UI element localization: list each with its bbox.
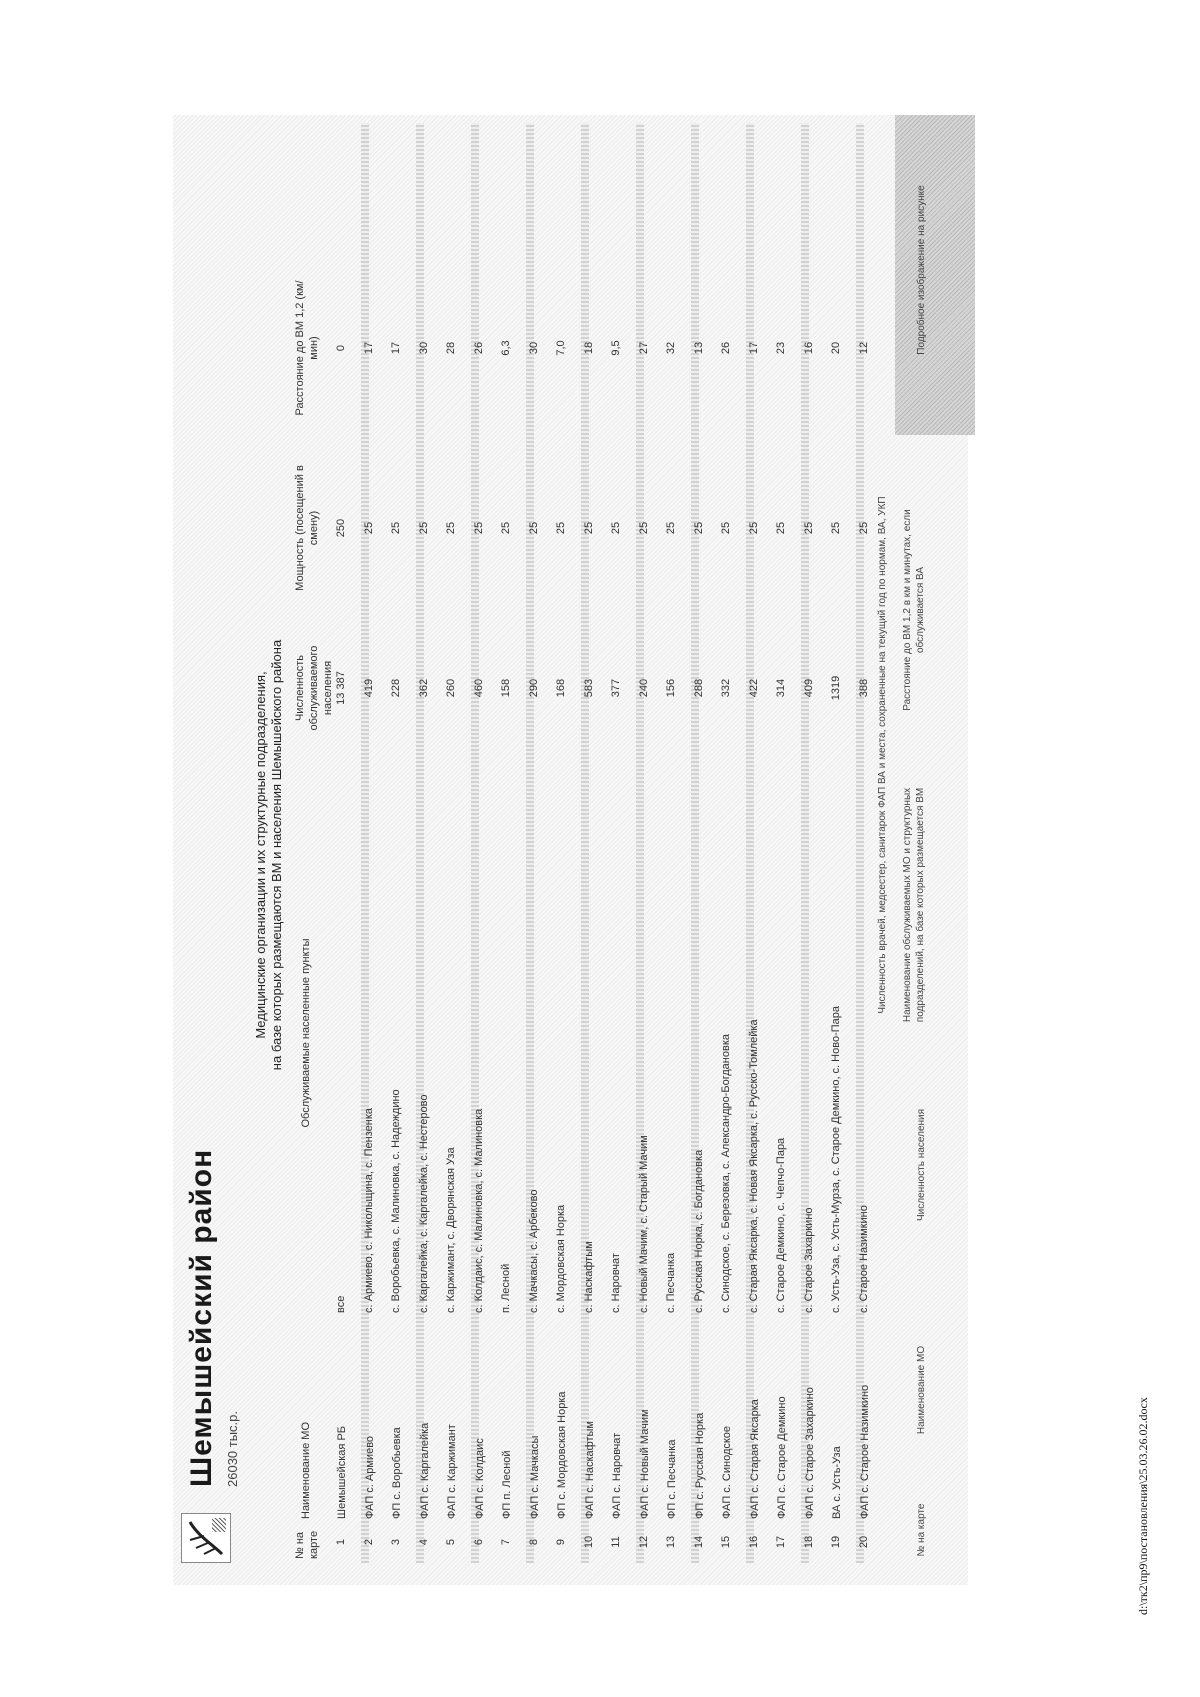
row-power: 25 [857,521,870,535]
table-row [610,123,638,1563]
map-legend [895,115,965,1585]
row-power: 25 [472,521,485,535]
row-mo-name: ФАП с. Наровчат [611,1432,623,1519]
legend-label-detail: Подробное изображение на рисунке [916,185,927,355]
row-distance: 30 [527,341,540,355]
row-population: 240 [637,678,650,698]
row-population: 290 [527,678,540,698]
row-number: 17 [775,1535,787,1549]
row-distance: 17 [747,341,760,355]
row-mo-name: ФП п. Лесной [501,1450,513,1519]
row-distance: 12 [857,341,870,355]
table-row [720,123,748,1563]
row-places: с. Песчанка [665,1252,677,1313]
row-number: 4 [417,1538,430,1546]
row-population: 260 [445,678,457,698]
legend-label-mo: Наименование МО [916,1345,927,1435]
row-number: 7 [500,1538,512,1546]
legend-label-population: Численность населения [916,1108,927,1222]
row-power: 25 [417,521,430,535]
row-mo-name: ФАП с. Каргалейка [418,1422,431,1519]
row-number: 10 [582,1535,595,1549]
row-mo-name: ФАП с. Старое Захаркино [803,1387,816,1519]
row-population: 1319 [830,675,842,701]
row-distance: 20 [830,341,842,355]
row-places: с. Старое Назимкино [857,1205,870,1313]
row-mo-name: ФАП с. Армиево [363,1435,376,1519]
row-population: 460 [472,678,485,698]
row-distance: 28 [445,341,457,355]
row-places: с. Старая Яксарка, с. Новая Яксарка, с. Русско-Томлейка [747,1019,760,1313]
row-distance: 16 [802,341,815,355]
district-title: Шемышейский район [185,1148,218,1487]
col-header-places: Обслуживаемые населенные пункты [300,938,312,1128]
row-population: 377 [610,678,622,698]
legend-label-number: № на карте [916,1503,927,1557]
row-number: 1 [335,1538,347,1546]
row-mo-name: Шемышейская РБ [336,1426,348,1519]
row-places: с. Колдаис, с. Малиновка, с. Малиновка [472,1108,485,1313]
row-population: 422 [747,678,760,698]
row-number: 18 [802,1535,815,1549]
row-population: 583 [582,678,595,698]
row-places: с. Старое Демкино, с. Чепчо-Пара [775,1137,787,1313]
row-places: с. Новый Мачим, с. Старый Мачим [637,1135,650,1313]
table-row [335,123,363,1563]
row-places: с. Воробьевка, с. Малиновка, с. Надеждино [390,1089,402,1313]
row-power: 25 [362,521,375,535]
row-distance: 26 [720,341,732,355]
row-number: 13 [665,1535,677,1549]
row-places: с. Русская Норка, с. Богдановка [692,1149,705,1313]
row-distance: 9,5 [610,340,622,356]
row-power: 25 [747,521,760,535]
legend-label-subdivisions: Наименование обслуживаемых МО и структурных подразделений, на базе которых размещается ВМ [902,787,926,1023]
row-mo-name: ФАП с. Синодское [721,1425,733,1519]
row-mo-name: ФАП с. Каржимант [446,1424,458,1519]
row-mo-name: ФАП с. Старое Демкино [776,1396,788,1519]
row-places: с. Наскафтым [582,1241,595,1313]
table-row [390,123,418,1563]
table-row [363,123,391,1563]
row-mo-name: ФП с. Воробьевка [391,1427,403,1519]
row-population: 168 [555,678,567,698]
row-population: 228 [390,678,402,698]
row-population: 419 [362,678,375,698]
row-places: с. Каржимант, с. Дворянская Уза [445,1147,457,1313]
table-row [500,123,528,1563]
row-mo-name: ФАП с. Новый Мачим [638,1409,651,1519]
row-distance: 7,0 [555,340,567,356]
row-power: 25 [692,521,705,535]
table-heading-line1: Медицинские организации и их структурные подразделения, [253,671,268,1039]
col-header-power: Мощность (посещений в смену) [294,465,320,591]
row-number: 5 [445,1538,457,1546]
row-distance: 26 [472,341,485,355]
row-mo-name: ФП с. Русская Норка [693,1412,706,1519]
row-mo-name: ВА с. Усть-Уза [831,1446,843,1519]
row-number: 20 [857,1535,870,1549]
col-header-name: Наименование МО [300,1421,312,1519]
table-row [638,123,666,1563]
row-distance: 18 [582,341,595,355]
row-distance: 23 [775,341,787,355]
row-power: 25 [637,521,650,535]
table-row [665,123,693,1563]
row-power: 25 [555,521,567,535]
facilities-table [287,123,881,1563]
row-number: 19 [830,1535,842,1549]
row-places: с. Каргалейка, с. Каргалейка, с. Нестерово [417,1094,430,1313]
row-number: 16 [747,1535,760,1549]
row-power: 25 [665,521,677,535]
district-sheet [173,115,968,1585]
row-places: с. Наровчат [610,1253,622,1313]
row-power: 25 [527,521,540,535]
district-logo [181,1513,231,1563]
row-mo-name: ФАП с. Старое Назимкино [858,1384,871,1519]
row-places: с. Синодское, с. Березовка, с. Александро-Богдановка [720,1034,732,1313]
row-places: с. Мордовская Норка [555,1204,567,1313]
row-mo-name: ФП с. Мордовская Норка [556,1391,568,1519]
row-number: 14 [692,1535,705,1549]
row-distance: 6,3 [500,340,512,356]
row-distance: 17 [362,341,375,355]
row-number: 2 [362,1538,375,1546]
table-row [528,123,556,1563]
row-number: 3 [390,1538,402,1546]
row-population: 362 [417,678,430,698]
row-population: 388 [857,678,870,698]
col-header-num: № на карте [294,1530,320,1559]
row-places: с. Старое Захаркино [802,1207,815,1313]
row-mo-name: ФАП с. Колдаис [473,1438,486,1519]
district-subtitle: 26030 тыс.р. [225,1410,240,1487]
table-row [803,123,831,1563]
table-row [445,123,473,1563]
row-distance: 30 [417,341,430,355]
row-places: п. Лесной [500,1263,512,1313]
row-number: 11 [610,1536,622,1548]
row-places: с. Мачкасы, с. Арбеково [527,1189,540,1313]
document-file-path: d:\тк2\пр9\постановления\25.03.26.02.docx [1136,1397,1150,1615]
table-row [473,123,501,1563]
row-population: 332 [720,678,732,698]
row-power: 25 [802,521,815,535]
row-population: 158 [500,678,512,698]
table-row [555,123,583,1563]
row-number: 6 [472,1538,485,1546]
row-power: 25 [830,521,842,535]
row-distance: 27 [637,341,650,355]
row-number: 12 [637,1535,650,1549]
legend-label-distance: Расстояние до ВМ 1,2 в км и минутах, если обслуживается ВА [902,509,926,711]
row-mo-name: ФАП с. Старая Яксарка [748,1399,761,1519]
row-power: 25 [610,521,622,535]
row-mo-name: ФАП с. Наскафтым [583,1421,596,1519]
row-distance: 13 [692,341,705,355]
row-number: 15 [720,1535,732,1549]
row-distance: 17 [390,341,402,355]
row-places: с. Усть-Уза, с. Усть-Мурза, с. Старое Демкино, с. Ново-Пара [830,1006,842,1313]
col-header-population: Численность обслуживаемого населения [294,645,334,731]
col-header-distance: Расстояние до ВМ 1,2 (км/мин) [294,280,320,416]
table-row [583,123,611,1563]
table-row [693,123,721,1563]
table-row [775,123,803,1563]
table-note: Численность врачей, медсестер, санитарок ФАП ВА и места, сохраненные на текущий год по нормам, ВА, УКП [877,496,888,1014]
row-power: 25 [390,521,402,535]
row-power: 250 [335,518,347,538]
row-power: 25 [582,521,595,535]
row-mo-name: ФАП с. Мачкасы [528,1435,541,1519]
row-places: все [335,1295,347,1313]
row-number: 8 [527,1538,540,1546]
row-power: 25 [500,521,512,535]
table-row [748,123,776,1563]
row-population: 314 [775,678,787,698]
row-distance: 32 [665,341,677,355]
table-row [830,123,858,1563]
row-population: 409 [802,678,815,698]
legend-shaded-strip [895,115,975,435]
row-power: 25 [445,521,457,535]
row-power: 25 [720,521,732,535]
row-mo-name: ФП с. Песчанка [666,1439,678,1519]
row-population: 288 [692,678,705,698]
row-number: 9 [555,1538,567,1546]
row-distance: 0 [335,344,347,352]
row-population: 156 [665,678,677,698]
table-heading-line2: на базе которых размещаются ВМ и населения Шемышейского района [269,639,284,1071]
row-places: с. Армиево, с. Никольщина, с. Пензенка [362,1108,375,1313]
table-row [418,123,446,1563]
row-power: 25 [775,521,787,535]
row-population: 13 387 [335,671,347,705]
